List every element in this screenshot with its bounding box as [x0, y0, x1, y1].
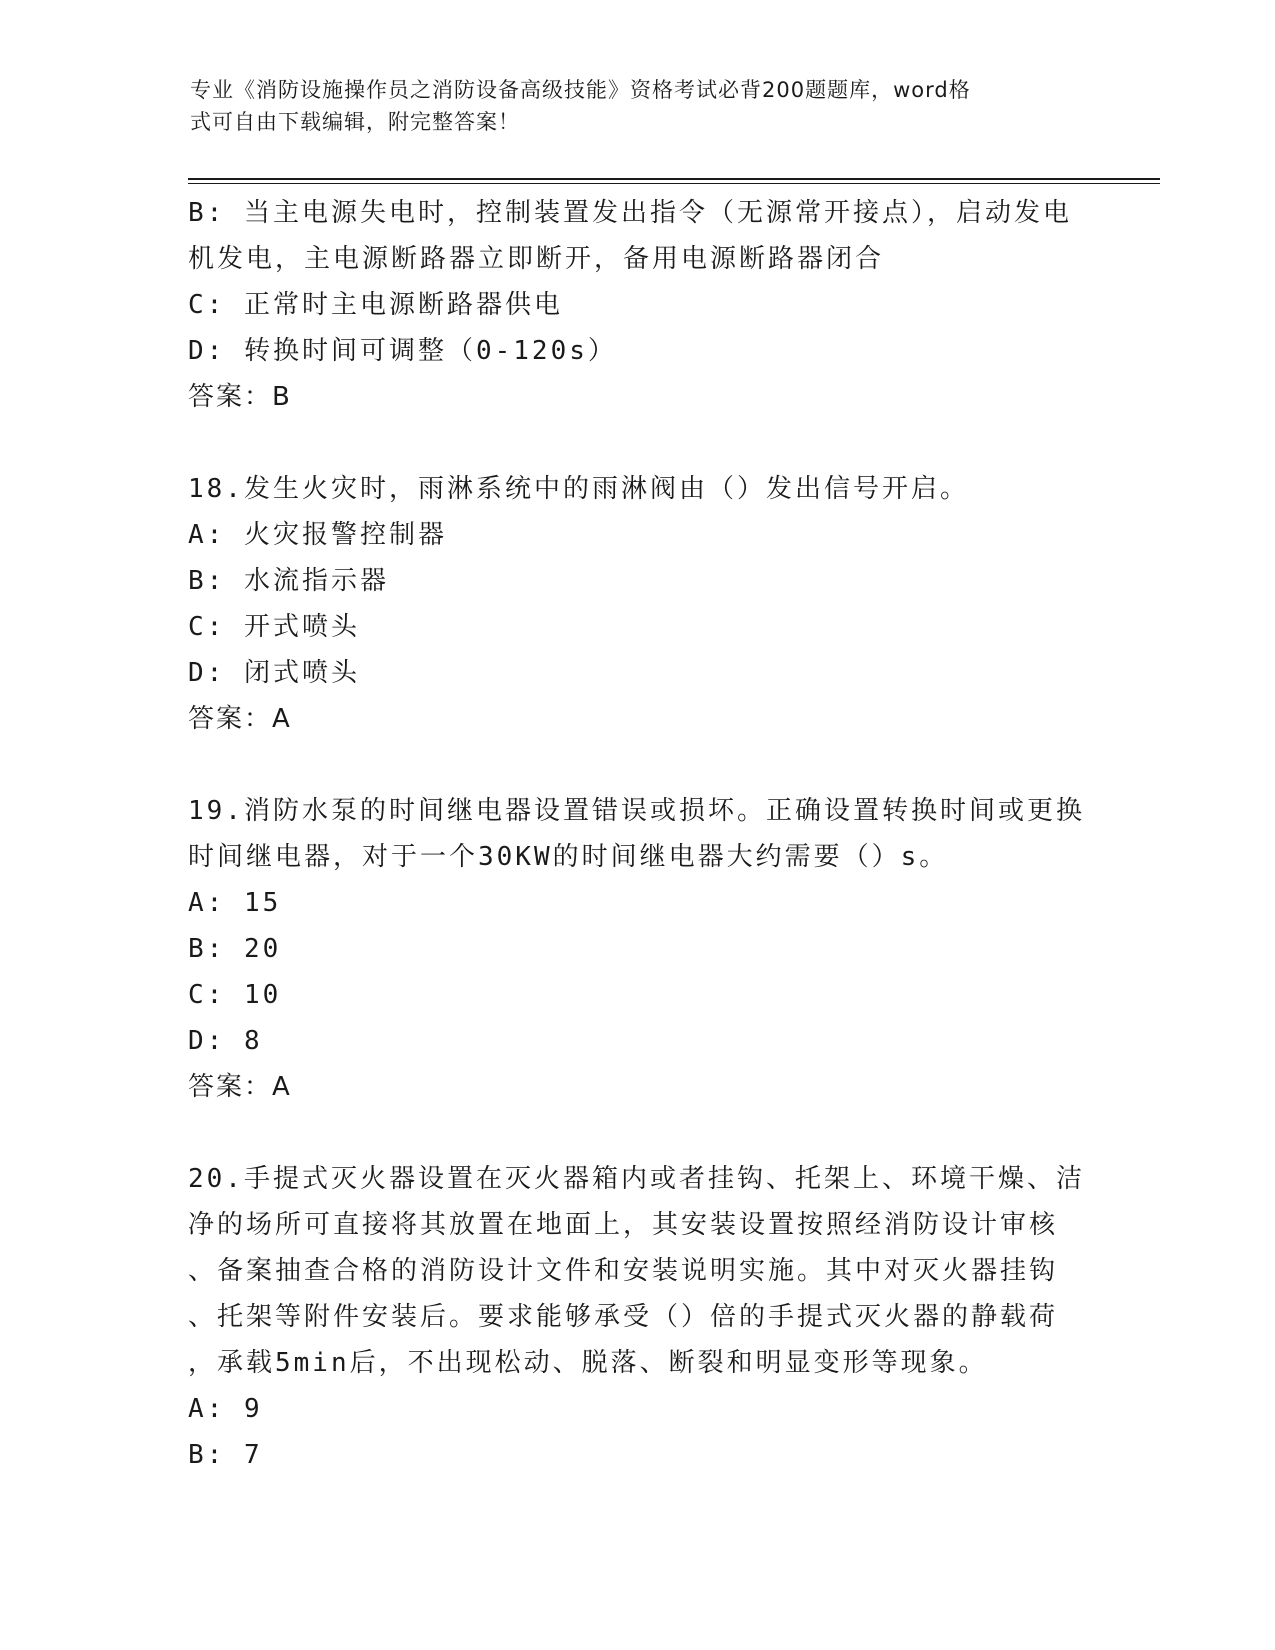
option-c: C: 正常时主电源断路器供电 — [188, 290, 563, 320]
option-b-line-2: 机发电，主电源断路器立即断开，备用电源断路器闭合 — [188, 244, 885, 274]
question-19 — [188, 788, 1088, 1110]
spacer — [188, 742, 1088, 788]
option-a: A: 15 — [188, 888, 282, 918]
question-stem: 18.发生火灾时，雨淋系统中的雨淋阀由（）发出信号开启。 — [188, 474, 969, 504]
option-b: B: 水流指示器 — [188, 566, 389, 596]
question-stem-line-2: 净的场所可直接将其放置在地面上，其安装设置按照经消防设计审核 — [188, 1210, 1059, 1240]
answer: 答案：A — [188, 704, 292, 734]
header-line-1: 专业《消防设施操作员之消防设备高级技能》资格考试必背200题题库，word格 — [190, 78, 971, 102]
option-b-line-1: B: 当主电源失电时，控制装置发出指令（无源常开接点），启动发电 — [188, 198, 1072, 228]
option-c: C: 10 — [188, 980, 282, 1010]
option-d: D: 8 — [188, 1026, 263, 1056]
spacer — [188, 1110, 1088, 1156]
spacer — [188, 420, 1088, 466]
option-d: D: 闭式喷头 — [188, 658, 360, 688]
question-stem-line-1: 19.消防水泵的时间继电器设置错误或损坏。正确设置转换时间或更换 — [188, 796, 1085, 826]
option-b: B: 20 — [188, 934, 282, 964]
answer: 答案：A — [188, 1072, 292, 1102]
question-17-tail — [188, 190, 1088, 420]
question-stem-line-5: ，承载5min后，不出现松动、脱落、断裂和明显变形等现象。 — [188, 1348, 988, 1378]
option-a: A: 9 — [188, 1394, 263, 1424]
question-stem-line-3: 、备案抽查合格的消防设计文件和安装说明实施。其中对灭火器挂钩 — [188, 1256, 1059, 1286]
header-divider-thick — [188, 178, 1160, 180]
question-stem-line-4: 、托架等附件安装后。要求能够承受（）倍的手提式灭火器的静载荷 — [188, 1302, 1059, 1332]
question-20 — [188, 1156, 1088, 1478]
document-header — [190, 74, 1070, 138]
header-divider-thin — [188, 183, 1160, 184]
answer: 答案：B — [188, 382, 292, 412]
header-line-2: 式可自由下载编辑，附完整答案！ — [190, 110, 520, 134]
option-a: A: 火灾报警控制器 — [188, 520, 447, 550]
question-stem-line-1: 20.手提式灭火器设置在灭火器箱内或者挂钩、托架上、环境干燥、洁 — [188, 1164, 1085, 1194]
question-18 — [188, 466, 1088, 742]
option-d: D: 转换时间可调整（0-120s） — [188, 336, 617, 366]
option-c: C: 开式喷头 — [188, 612, 360, 642]
question-stem-line-2: 时间继电器，对于一个30KW的时间继电器大约需要（）s。 — [188, 842, 949, 872]
question-content — [188, 190, 1088, 1478]
option-b: B: 7 — [188, 1440, 263, 1470]
